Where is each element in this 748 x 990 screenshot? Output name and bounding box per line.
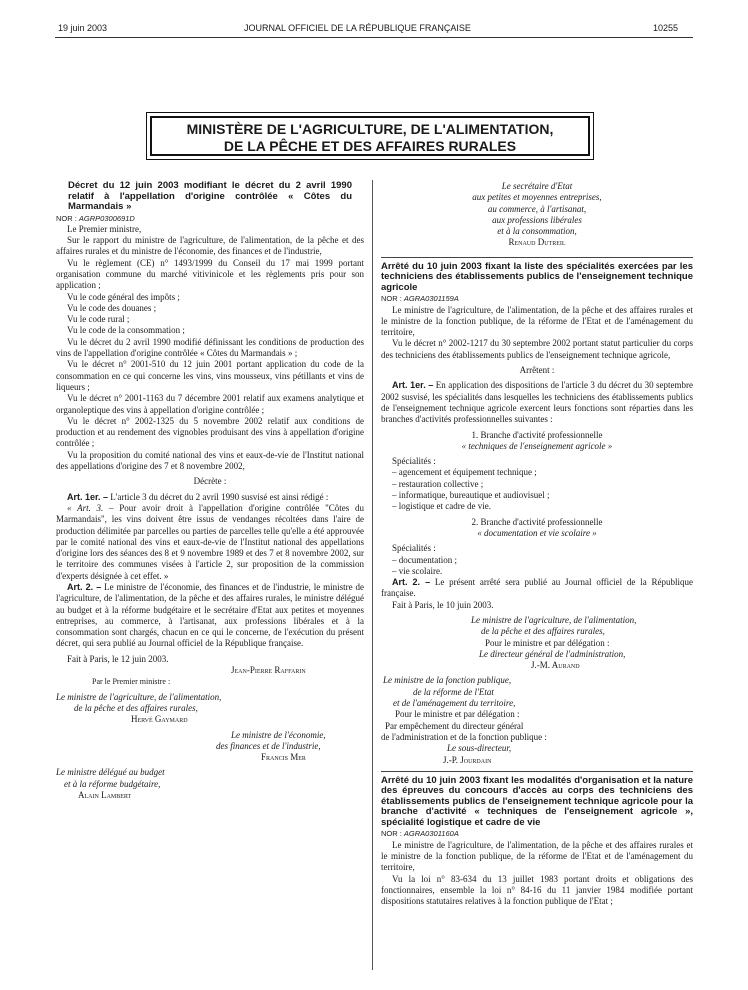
left-column (56, 181, 364, 801)
secretary-line2: aux petites et moyennes entreprises, (472, 192, 602, 203)
ministry-heading-box (150, 116, 590, 156)
branch2-subtitle: « documentation et vie scolaire » (477, 527, 597, 538)
arrete1-sig2-line1: Le ministre de la fonction publique, (383, 675, 512, 686)
decret-fait: Fait à Paris, le 12 juin 2003. (67, 653, 169, 664)
branch1-item: – logistique et cadre de vie. (392, 501, 491, 512)
arrete1-sig2-line5: Par empêchement du directeur général (385, 720, 524, 731)
minister-agri-line2: de la pêche et des affaires rurales, (74, 702, 198, 713)
arrete1-fait: Fait à Paris, le 10 juin 2003. (392, 599, 494, 610)
article-text: Le présent arrêté sera publié au Journal officiel de la République française. (381, 577, 693, 599)
signature-agri: Hervé Gaymard (131, 714, 188, 725)
decret-para: Vu la proposition du comité national des vins et eaux-de-vie de l'Institut national des appellations d'origine des 7 et 8 novembre 2002, (56, 449, 364, 472)
article-label: Art. 1er. – (392, 380, 434, 391)
decret-para: Vu le code des douanes ; (67, 302, 157, 313)
arrete2-title: Arrêté du 10 juin 2003 fixant les modalités d'organisation et la nature des épreuves du concours d'accès au corps des techniciens des établissements publics de l'enseignement technique agricole pour la branche d'activité « techniques de l'enseignement agricole », spécialité logistique et cadre de vie (381, 774, 693, 828)
column-separator (372, 180, 373, 970)
decret-nor (56, 213, 364, 224)
secretary-line4: aux professions libérales (492, 214, 582, 225)
decret-para: Le Premier ministre, (67, 223, 142, 234)
signature-eco: Francis Mer (261, 752, 306, 763)
arrete1-nor (381, 293, 693, 304)
decret-article-3-quote (56, 503, 364, 582)
minister-agri-line1: Le ministre de l'agriculture, de l'alimentation, (56, 691, 222, 702)
branch2-item: – vie scolaire. (392, 565, 443, 576)
branch1-specialites: Spécialités : (392, 456, 436, 467)
decret-para: Vu le code de la consommation ; (67, 325, 185, 336)
arrete2-nor-label: NOR : (381, 829, 404, 839)
article-text: Le ministre de l'économie, des finances et de l'industrie, le ministre de l'agriculture, de l'alimentation, de la pêche et des affaires rurales, le ministre délégué au budget et à la réforme budgétaire et le secrétaire d'Etat aux petites et moyennes entreprises, au commerce, à l'artisanat, aux professions libérales et à la consommation sont chargés, chacun en ce qui le concerne, de l'exécution du présent décret, qui sera publié au Journal officiel de la République française. (56, 582, 364, 649)
par-premier-ministre: Par le Premier ministre : (92, 677, 171, 687)
header-journal-title: JOURNAL OFFICIEL DE LA RÉPUBLIQUE FRANÇAISE (244, 23, 471, 33)
arrete2-para: Vu la loi n° 83-634 du 13 juillet 1983 portant droits et obligations des fonctionnaires, ensemble la loi n° 84-16 du 11 janvier 1984 modifiée portant dispositions statutaires relatives à la fonction publique de l'Etat ; (381, 873, 693, 907)
branch1-title: 1. Branche d'activité professionnelle (471, 429, 603, 440)
decret-para: Vu le code général des impôts ; (67, 291, 180, 302)
arrete1-sig2-line2: de la réforme de l'Etat (413, 686, 494, 697)
article-label: Art. 1er. – (67, 491, 109, 502)
article-label: Art. 2. – (67, 582, 102, 592)
arrete1-nor-label: NOR : (381, 294, 404, 304)
branch1-item: – agencement et équipement technique ; (392, 467, 537, 478)
secretary-line3: au commerce, à l'artisanat, (487, 203, 587, 214)
arrete1-para: Le ministre de l'agriculture, de l'alimentation, de la pêche et des affaires rurales et le ministre de la fonction publique, de la réforme de l'Etat et de l'aménagement du territoire, (381, 304, 693, 338)
arrete1-para: Vu le décret n° 2002-1217 du 30 septembre 2002 portant statut particulier du corps des techniciens des établissements publics de l'enseignement technique agricole, (381, 338, 693, 360)
decret-article-2 (56, 582, 364, 650)
secretary-line5: et à la consommation, (497, 226, 577, 237)
article-label: Art. 2. – (392, 577, 431, 588)
minister-eco-line2: des finances et de l'industrie, (216, 740, 321, 751)
arrete1-sig1-line2: de la pêche et des affaires rurales, (481, 626, 605, 637)
decret-para: Sur le rapport du ministre de l'agriculture, de l'alimentation, de la pêche et des affaires rurales et du ministre de l'économie, des finances et de l'industrie, (56, 235, 364, 257)
minister-budget-line2: et à la réforme budgétaire, (64, 778, 161, 789)
decret-para: Vu le règlement (CE) n° 1493/1999 du Conseil du 17 mai 1999 portant organisation commune du marché vitivinicole et les règlements pris pour son application ; (56, 257, 364, 291)
header-rule (55, 37, 693, 38)
arrete2-nor (381, 828, 693, 839)
decret-nor-label: NOR : (56, 213, 79, 223)
signature-budget: Alain Lambert (78, 790, 132, 801)
arrete2-nor-code: AGRA0301160A (403, 829, 459, 839)
header-page-number: 10255 (653, 23, 679, 33)
header-date: 19 juin 2003 (58, 23, 108, 33)
decret-nor-code: AGRP0300691D (78, 213, 135, 223)
arrete1-sig1-line1: Le ministre de l'agriculture, de l'alimentation, (471, 615, 637, 625)
arrete2-para: Le ministre de l'agriculture, de l'alimentation, de la pêche et des affaires rurales et le ministre de la fonction publique, de la réforme de l'Etat et de l'aménagement du territoire, (381, 839, 693, 873)
decret-title: Décret du 12 juin 2003 modifiant le décret du 2 avril 1990 relatif à l'appellation d'origine contrôlée « Côtes du Marmandais » (68, 180, 352, 212)
arrete1-article-1 (381, 380, 693, 425)
arrete1-sig2-line4: Pour le ministre et par délégation : (395, 709, 520, 720)
decret-para: Vu le décret n° 2002-1325 du 5 novembre 2002 relatif aux conditions de production et au rendement des vignobles produisant des vins à appellation d'origine contrôlée ; (56, 415, 364, 449)
arrete1-sig2-line7: Le sous-directeur, (447, 743, 512, 754)
branch2-item: – documentation ; (392, 554, 457, 565)
section-rule (381, 766, 693, 772)
decret-article-1 (56, 492, 364, 503)
minister-eco-line1: Le ministre de l'économie, (231, 729, 326, 740)
branch1-item: – informatique, bureautique et audiovisuel ; (392, 490, 550, 501)
right-column (381, 181, 693, 907)
arrete1-sig2-line3: et de l'aménagement du territoire, (393, 698, 516, 709)
article-text: L'article 3 du décret du 2 avril 1990 susvisé est ainsi rédigé : (108, 491, 329, 502)
signature-secretary: Renaud Dutreil (508, 237, 566, 248)
branch2-specialites: Spécialités : (392, 543, 436, 554)
arrete1-arretent: Arrêtent : (519, 365, 555, 376)
secretary-line1: Le secrétaire d'Etat (501, 181, 573, 191)
decret-decrete: Décrète : (193, 476, 227, 487)
branch1-subtitle: « techniques de l'enseignement agricole » (461, 440, 613, 451)
arrete1-title: Arrêté du 10 juin 2003 fixant la liste des spécialités exercées par les techniciens des établissements publics de l'enseignement technique agricole (381, 260, 693, 293)
decret-para: Vu le code rural ; (67, 314, 130, 325)
ministry-heading-line2: DE LA PÊCHE ET DES AFFAIRES RURALES (223, 138, 517, 154)
article-label: « Art. 3. – (67, 502, 114, 513)
arrete1-sig1-line4: Le directeur général de l'administration, (479, 648, 626, 659)
branch1-item: – restauration collective ; (392, 478, 484, 489)
decret-para: Vu le décret n° 2001-1163 du 7 décembre 2001 relatif aux examens analytique et organoleptique des vins à appellation d'origine contrôlée ; (56, 393, 364, 415)
arrete1-sig2-name: J.-P. Jourdain (443, 754, 492, 765)
arrete1-sig1-name: J.-M. Aurand (531, 660, 580, 671)
arrete1-sig2-line6: de l'administration et de la fonction publique : (381, 731, 547, 742)
branch2-title: 2. Branche d'activité professionnelle (471, 516, 603, 527)
arrete1-sig1-line3: Pour le ministre et par délégation : (485, 637, 610, 648)
article-text: Pour avoir droit à l'appellation d'origine contrôlée "Côtes du Marmandais", les vins doivent être issus de vendanges récoltées dans l'aire de production délimitée par parcelles ou parties de parcelles telle qu'elle a été approuvée par le comité national des vins et eaux-de-vie de l'Institut national des appellations d'origine lors des séances des 8 et 9 novembre 1989 et des 7 et 8 novembre 2002, sur le territoire des communes visées à l'article 2, sur proposition de la commission d'experts désignée à cet effet. » (56, 502, 364, 581)
arrete1-nor-code: AGRA0301159A (403, 294, 459, 304)
signature-pm: Jean-Pierre Raffarin (231, 665, 306, 676)
section-rule (381, 249, 693, 258)
arrete1-article-2 (381, 577, 693, 600)
ministry-heading-line1: MINISTÈRE DE L'AGRICULTURE, DE L'ALIMENTATION, (186, 121, 554, 137)
minister-budget-line1: Le ministre délégué au budget (56, 767, 165, 778)
decret-para: Vu le décret du 2 avril 1990 modifié définissant les conditions de production des vins de l'appellation d'origine contrôlée « Côtes du Marmandais » ; (56, 336, 364, 359)
decret-para: Vu le décret n° 2001-510 du 12 juin 2001 portant application du code de la consommation en ce qui concerne les vins, vins mousseux, vins pétillants et vins de liqueurs ; (56, 359, 364, 392)
article-text: En application des dispositions de l'article 3 du décret du 30 septembre 2002 susvisé, les spécialités dans lesquelles les techniciens des établissements publics de l'enseignement technique agricole exercent leurs fonctions sont réparties dans les branches d'activités professionnelles suivantes : (381, 380, 693, 425)
